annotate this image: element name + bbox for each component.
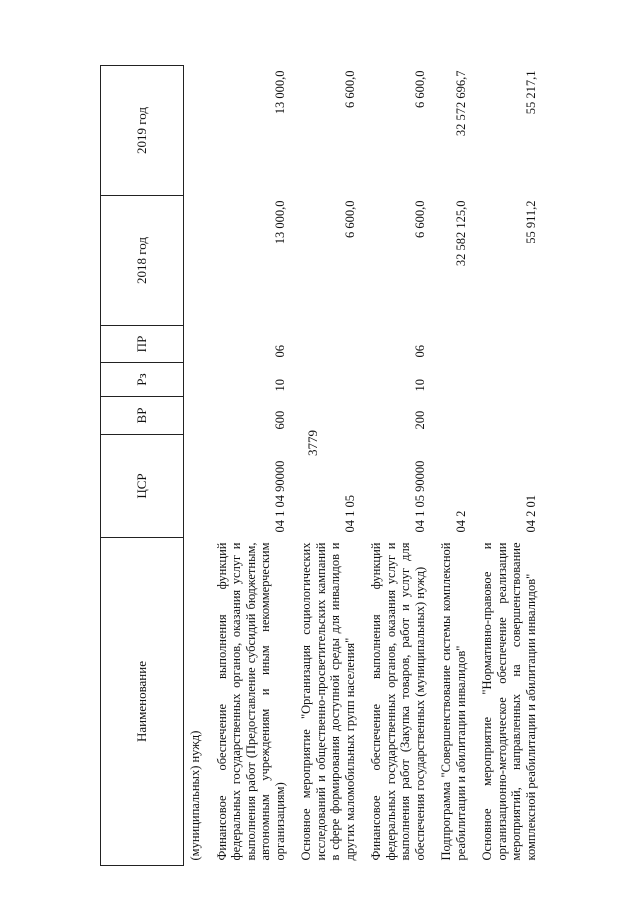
- header-pr: ПР: [101, 326, 184, 363]
- row-2018: 6 600,0: [412, 200, 427, 238]
- header-2019: 2019 год: [101, 66, 184, 196]
- row-vr: [184, 397, 205, 435]
- row-pr: [184, 326, 205, 363]
- row-2019: 6 600,0: [412, 70, 427, 108]
- row-rz: 10: [412, 379, 427, 392]
- row-name: Основное мероприятие "Организация социологических исследований и общественно-просветительских кампаний в сфере формирования доступной среды для инвалидов и других маломобильных групп населения": [299, 542, 357, 861]
- table-row: [435, 66, 470, 866]
- budget-table: [100, 65, 540, 866]
- table-header-row: [101, 66, 184, 866]
- row-rz: [476, 363, 540, 397]
- row-vr: 600: [272, 410, 287, 430]
- table-row: [184, 66, 205, 866]
- table-row: [476, 66, 540, 866]
- row-name: (муниципальных) нужд): [188, 730, 202, 861]
- table-row: [365, 66, 429, 866]
- row-2019: 13 000,0: [272, 70, 287, 115]
- header-code: ЦСР: [101, 435, 184, 538]
- row-2018: 55 911,2: [523, 200, 538, 244]
- table-row: [211, 66, 290, 866]
- row-pr: [476, 326, 540, 363]
- row-rz: 10: [272, 379, 287, 392]
- row-pr: 06: [272, 345, 287, 358]
- row-code: 04 2: [453, 510, 468, 533]
- row-vr: 200: [412, 410, 427, 430]
- row-2019: 55 217,1: [523, 70, 538, 115]
- header-vr: ВР: [101, 397, 184, 435]
- row-vr: [435, 397, 470, 435]
- row-2019: [184, 66, 205, 196]
- row-code: 04 1 05 90000: [412, 460, 427, 533]
- header-name: Наименование: [101, 538, 184, 866]
- row-2019: 6 600,0: [342, 70, 357, 108]
- table-row: [295, 66, 359, 866]
- row-pr: 06: [412, 345, 427, 358]
- row-code: [184, 435, 205, 538]
- row-pr: [435, 326, 470, 363]
- row-rz: [295, 363, 359, 397]
- row-2018: 32 582 125,0: [453, 200, 468, 267]
- row-rz: [435, 363, 470, 397]
- row-2018: 6 600,0: [342, 200, 357, 238]
- row-name: Финансовое обеспечение выполнения функций федеральных государственных органов, оказания услуг и выполнения работ (Предоставление субсидий бюджетным, автономным учреждениям и иным некоммерческим организациям): [214, 542, 287, 861]
- row-name: Финансовое обеспечение выполнения функций федеральных государственных органов, оказания услуг и выполнения работ (Закупка товаров, работ и услуг для обеспечения государственных (муниципальных) нужд): [369, 542, 427, 861]
- row-rz: [184, 363, 205, 397]
- budget-table-rotated: [100, 66, 640, 866]
- row-name: Основное мероприятие "Нормативно-правовое и организационно-методическое обеспечение реализации мероприятий, направленных на совершенствование комплексной реабилитации и абилитации инвалидов": [480, 542, 538, 861]
- row-pr: [295, 326, 359, 363]
- row-code: 04 1 04 90000: [272, 460, 287, 533]
- header-rz: Рз: [101, 363, 184, 397]
- header-2018: 2018 год: [101, 196, 184, 326]
- row-2018: 13 000,0: [272, 200, 287, 245]
- page-number: 3779: [305, 430, 320, 456]
- row-2018: [184, 196, 205, 326]
- row-2019: 32 572 696,7: [453, 70, 468, 137]
- row-name: Подпрограмма "Совершенствование системы комплексной реабилитации и абилитации инвалидов": [439, 542, 468, 861]
- row-vr: [295, 397, 359, 435]
- row-vr: [476, 397, 540, 435]
- row-code: 04 2 01: [523, 495, 538, 533]
- row-code: 04 1 05: [342, 495, 357, 533]
